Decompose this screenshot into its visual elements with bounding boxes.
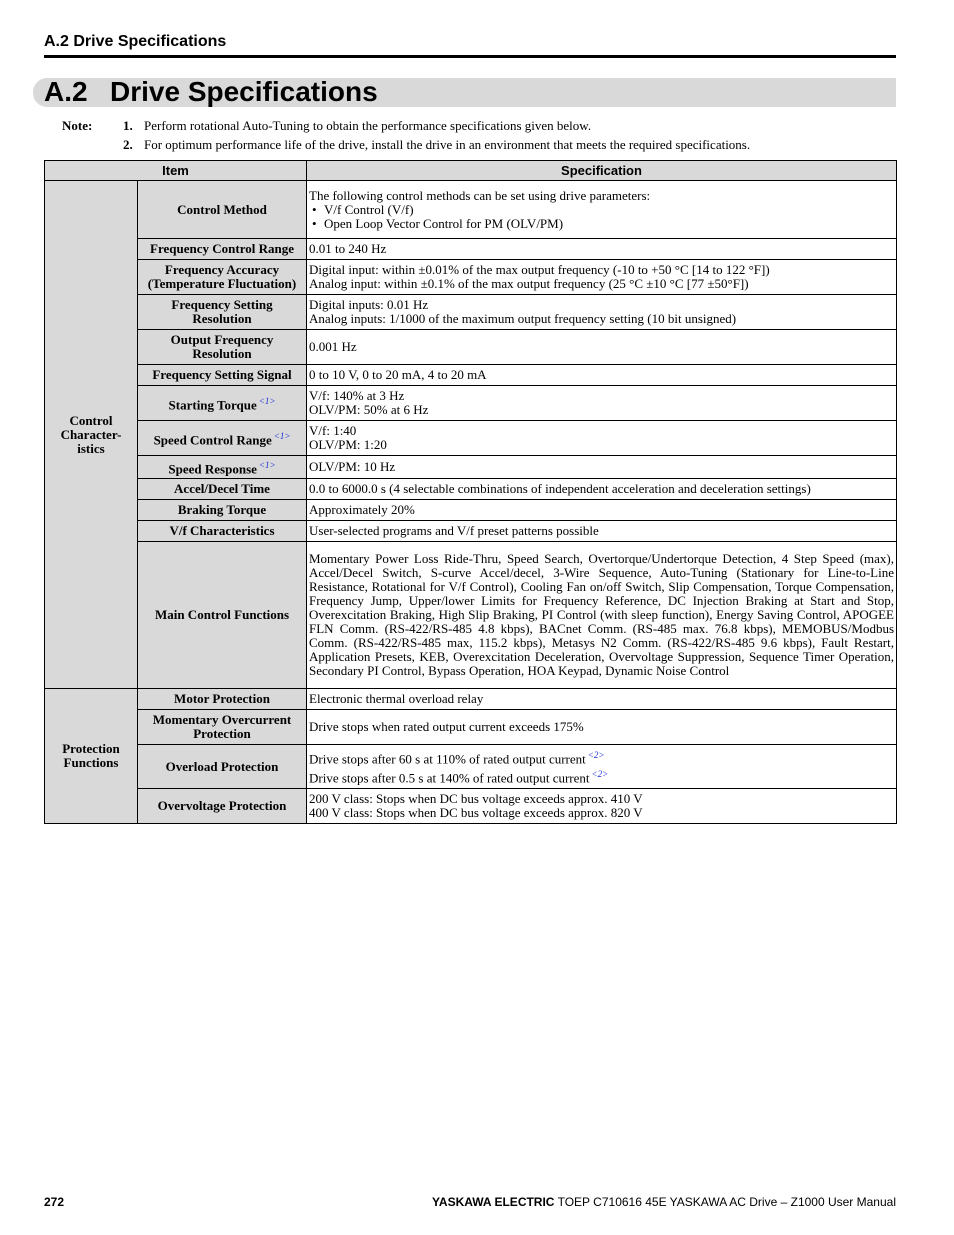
- table-row: [45, 421, 897, 456]
- item-cell: [138, 239, 307, 260]
- spec-text: 200 V class: Stops when DC bus voltage exceeds approx. 410 V: [309, 790, 643, 806]
- spec-cell: [307, 239, 897, 260]
- footer-doc-title: TOEP C710616 45E YASKAWA AC Drive – Z1000 User Manual: [554, 1195, 896, 1209]
- spec-cell: [307, 260, 897, 295]
- spec-line: [309, 312, 894, 326]
- column-header-item: Item: [45, 161, 307, 181]
- table-row: [45, 181, 897, 239]
- item-cell: [138, 521, 307, 542]
- spec-text: Electronic thermal overload relay: [309, 691, 484, 707]
- group-cell: [45, 181, 138, 689]
- item-label-with-ref: [139, 429, 305, 447]
- item-label-line: Frequency Setting Signal: [152, 367, 292, 382]
- note-number: 2.: [123, 137, 133, 152]
- table-row: [45, 260, 897, 295]
- spec-line: [309, 524, 894, 538]
- spec-line: [309, 368, 894, 382]
- bullet-item: [309, 203, 894, 217]
- spec-line: [309, 263, 894, 277]
- group-name-line: Functions: [63, 755, 119, 771]
- running-header: A.2 Drive Specifications: [44, 33, 896, 58]
- spec-text: 0 to 10 V, 0 to 20 mA, 4 to 20 mA: [309, 367, 487, 382]
- footnote-ref: <1>: [258, 395, 276, 406]
- item-cell: [138, 542, 307, 689]
- item-cell: [138, 500, 307, 521]
- section-title-text: Drive Specifications: [110, 76, 378, 107]
- group-cell: [45, 689, 138, 824]
- spec-line: [309, 482, 894, 496]
- spec-text: Digital input: within ±0.01% of the max output frequency (-10 to +50 °C [14 to 122 °F]): [309, 262, 770, 277]
- item-cell: [138, 365, 307, 386]
- item-label-line: Braking Torque: [177, 502, 267, 518]
- notes: [62, 116, 750, 154]
- spec-line: [309, 748, 894, 766]
- table-row: [45, 745, 897, 789]
- item-cell: [138, 181, 307, 239]
- note-row: [62, 116, 750, 135]
- spec-line: [309, 806, 894, 820]
- note-text: For optimum performance life of the drive, install the drive in an environment that meets the required specifications.: [144, 137, 751, 152]
- spec-cell: [307, 330, 897, 365]
- spec-cell: [307, 456, 897, 479]
- item-cell: [138, 745, 307, 789]
- spec-cell: [307, 386, 897, 421]
- group-name-line: Character-: [60, 426, 122, 442]
- item-cell: [138, 260, 307, 295]
- item-cell: [138, 689, 307, 710]
- table-row: [45, 365, 897, 386]
- section-title: [44, 76, 378, 108]
- spec-line: [309, 242, 894, 256]
- spec-text: Analog input: within ±0.1% of the max output frequency (25 °C ±10 °C [77 ±50°F]): [309, 276, 749, 291]
- group-name-line: Control: [69, 412, 113, 428]
- spec-text: The following control methods can be set using drive parameters:: [309, 187, 651, 203]
- bullet-icon: •: [312, 215, 317, 231]
- table-row: [45, 500, 897, 521]
- item-label-line: Output Frequency: [170, 332, 274, 347]
- footer-brand: YASKAWA ELECTRIC: [432, 1195, 555, 1209]
- item-cell: [138, 456, 307, 479]
- group-name-line: istics: [77, 440, 105, 456]
- spec-line: [309, 389, 894, 403]
- spec-paragraph: Momentary Power Loss Ride-Thru, Speed Search, Overtorque/Undertorque Detection, 4 Step Speed (max), Accel/Decel Switch, S-curve Accel/decel, 3-Wire Sequence, Auto-Tuning (Stationary for Line-to-Line Resistance, Rotational for V/f Control), Cooling Fan on/off Switch, Slip Compensation, Torque Compensation, Frequency Jump, Upper/lower Limits for Frequency Reference, DC Injection Braking at Start and Stop, Overexcitation Braking, High Slip Braking, PI Control (with sleep function), Energy Saving Control, APOGEE FLN Comm. (RS-422/RS-485 4.8 kbps), BACnet Comm. (RS-485 max. 76.8 kbps), MEMOBUS/Modbus Comm. (RS-422/RS-485 max, 115.2 kbps), Metasys N2 Comm. (RS-422/RS-485 9.6 kbps), Fault Restart, Application Presets, KEB, Overexcitation Deceleration, Overvoltage Suppression, Sequence Timer Operation, Secondary PI Control, Bypass Operation, HOA Keypad, Dynamic Noise Control: [309, 551, 894, 679]
- table-row: [45, 542, 897, 689]
- spec-line: [309, 692, 894, 706]
- item-label-with-ref: [139, 394, 305, 412]
- spec-text: Digital inputs: 0.01 Hz: [309, 297, 429, 312]
- item-cell: [138, 710, 307, 745]
- item-label-line: Starting Torque: [168, 397, 257, 413]
- footnote-ref: <1>: [273, 430, 291, 441]
- item-cell: [138, 386, 307, 421]
- table-row: [45, 479, 897, 500]
- table-row: [45, 239, 897, 260]
- note-text: Perform rotational Auto-Tuning to obtain the performance specifications given below.: [144, 118, 592, 133]
- item-label-line: Overvoltage Protection: [157, 797, 287, 813]
- item-label-line: Protection: [193, 726, 251, 742]
- spec-line: [309, 503, 894, 517]
- footnote-ref: <2>: [587, 750, 605, 761]
- spec-line: [309, 298, 894, 312]
- spec-text: 0.001 Hz: [309, 339, 357, 354]
- table-row: [45, 689, 897, 710]
- item-label-line: Control Method: [177, 201, 267, 217]
- table-row: [45, 456, 897, 479]
- spec-text: V/f: 140% at 3 Hz: [309, 388, 405, 403]
- item-cell: [138, 788, 307, 823]
- spec-cell: [307, 479, 897, 500]
- spec-text: Analog inputs: 1/1000 of the maximum output frequency setting (10 bit unsigned): [309, 311, 737, 326]
- bullet-text: V/f Control (V/f): [324, 201, 414, 217]
- table-row: [45, 386, 897, 421]
- item-label-line: Accel/Decel Time: [174, 481, 270, 497]
- item-label-line: Frequency Setting: [171, 297, 273, 312]
- item-label-with-ref: [139, 458, 305, 476]
- item-label-line: Overload Protection: [165, 758, 279, 774]
- spec-cell: [307, 500, 897, 521]
- item-cell: [138, 479, 307, 500]
- table-body: [45, 181, 897, 824]
- item-label-line: Resolution: [192, 311, 252, 326]
- bullet-text: Open Loop Vector Control for PM (OLV/PM): [324, 215, 564, 231]
- note-row: [62, 135, 750, 154]
- item-label-line: Momentary Overcurrent: [152, 712, 292, 728]
- spec-line: [309, 438, 894, 452]
- page-number: 272: [44, 1195, 65, 1209]
- spec-text: V/f: 1:40: [309, 423, 357, 438]
- spec-text: Approximately 20%: [309, 502, 415, 518]
- spec-cell: [307, 710, 897, 745]
- table-row: [45, 521, 897, 542]
- spec-line: [309, 403, 894, 417]
- column-header-specification: Specification: [307, 161, 897, 181]
- item-label-line: Speed Response: [168, 461, 257, 477]
- spec-text: Drive stops after 60 s at 110% of rated output current: [309, 751, 586, 767]
- group-name-line: Protection: [62, 741, 120, 757]
- spec-cell: [307, 745, 897, 789]
- item-label-line: Frequency Control Range: [150, 241, 294, 256]
- item-cell: [138, 421, 307, 456]
- spec-line: [309, 189, 894, 203]
- bullet-icon: •: [312, 201, 317, 217]
- spec-line: [309, 277, 894, 291]
- spec-text: Drive stops after 0.5 s at 140% of rated output current: [309, 769, 590, 785]
- spec-cell: [307, 521, 897, 542]
- note-label: Note:: [62, 118, 93, 133]
- spec-line: [309, 424, 894, 438]
- footnote-ref: <1>: [258, 460, 276, 470]
- page-footer: [44, 1195, 896, 1209]
- spec-cell: [307, 689, 897, 710]
- spec-text: OLV/PM: 50% at 6 Hz: [309, 402, 429, 417]
- note-number: 1.: [123, 118, 133, 133]
- spec-cell: [307, 181, 897, 239]
- spec-cell: [307, 295, 897, 330]
- note-label-spacer: [62, 135, 123, 154]
- spec-line: [309, 460, 894, 474]
- spec-cell: [307, 542, 897, 689]
- footnote-ref: <2>: [591, 768, 609, 779]
- spec-line: [309, 340, 894, 354]
- spec-text: 0.01 to 240 Hz: [309, 241, 387, 256]
- item-label-line: Motor Protection: [174, 691, 270, 707]
- table-row: [45, 788, 897, 823]
- spec-text: OLV/PM: 10 Hz: [309, 459, 396, 475]
- spec-text: 400 V class: Stops when DC bus voltage exceeds approx. 820 V: [309, 804, 643, 820]
- spec-line: [309, 720, 894, 734]
- item-cell: [138, 295, 307, 330]
- item-label-line: V/f Characteristics: [169, 523, 275, 539]
- table-row: [45, 710, 897, 745]
- spec-text: 0.0 to 6000.0 s (4 selectable combinations of independent acceleration and deceleration settings): [309, 481, 811, 497]
- table-header-row: [45, 161, 897, 181]
- specifications-table: [44, 160, 897, 824]
- spec-text: OLV/PM: 1:20: [309, 437, 387, 452]
- spec-text: Drive stops when rated output current exceeds 175%: [309, 719, 584, 735]
- spec-line: [309, 767, 894, 785]
- item-label-line: Speed Control Range: [153, 432, 272, 448]
- table-row: [45, 330, 897, 365]
- bullet-item: [309, 217, 894, 231]
- item-cell: [138, 330, 307, 365]
- spec-line: [309, 792, 894, 806]
- item-label-line: Main Control Functions: [154, 607, 290, 623]
- footer-document-info: [432, 1195, 896, 1209]
- spec-cell: [307, 421, 897, 456]
- item-label-line: Resolution: [192, 346, 252, 361]
- item-label-line: Frequency Accuracy: [164, 262, 280, 277]
- item-label-line: (Temperature Fluctuation): [147, 276, 297, 291]
- spec-cell: [307, 788, 897, 823]
- spec-text: User-selected programs and V/f preset patterns possible: [309, 523, 599, 539]
- spec-cell: [307, 365, 897, 386]
- table-row: [45, 295, 897, 330]
- section-number: A.2: [44, 76, 88, 107]
